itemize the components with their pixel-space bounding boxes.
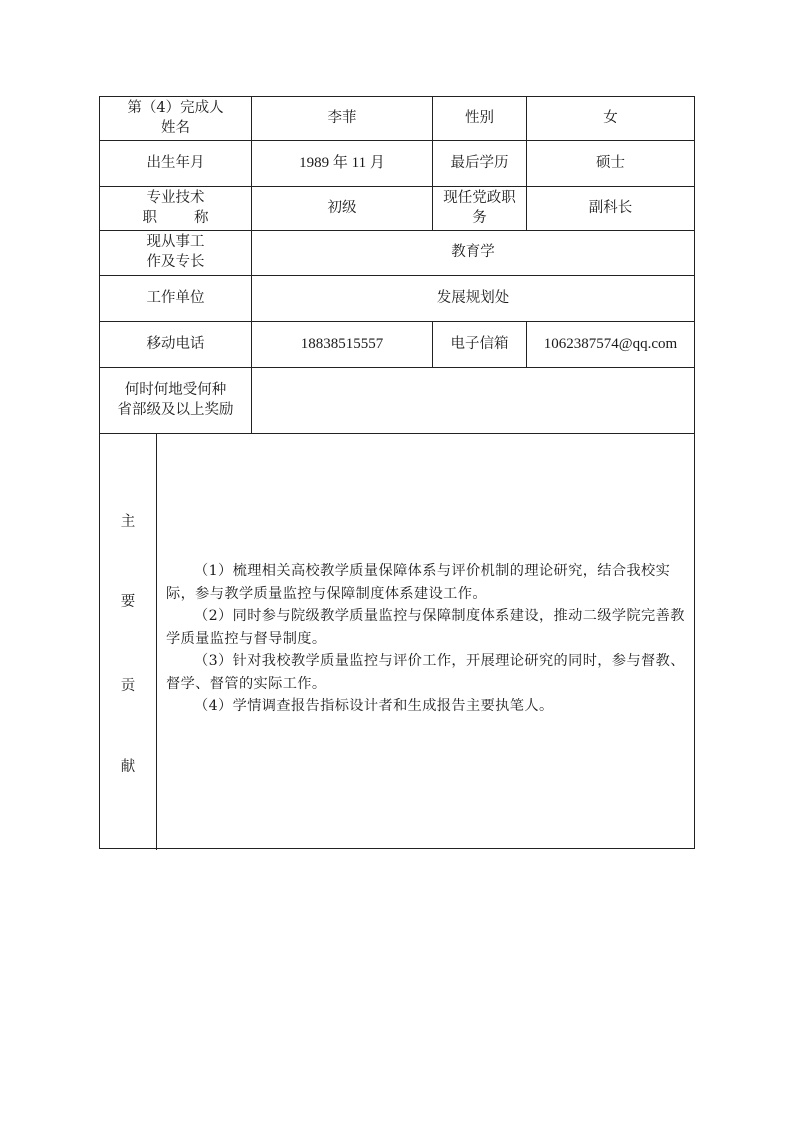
position-label-line1: 现任党政职 <box>443 189 516 206</box>
contribution-item: （2）同时参与院级教学质量监控与保障制度体系建设，推动二级学院完善教学质量监控与督导制度。 <box>166 608 685 647</box>
phone-value: 18838515557 <box>300 336 384 353</box>
unit-value: 发展规划处 <box>436 289 510 306</box>
position-value: 副科长 <box>588 199 633 216</box>
unit-label: 工作单位 <box>146 289 205 306</box>
contributions-label-char: 献 <box>120 759 136 775</box>
gender-value: 女 <box>603 109 618 126</box>
title-label-line2 <box>143 209 209 229</box>
contribution-item: （4）学情调查报告指标设计者和生成报告主要执笔人。 <box>194 698 554 714</box>
name-label-line1: 第（4）完成人 <box>127 99 224 116</box>
position-label <box>433 187 526 230</box>
education-value: 硕士 <box>596 154 625 171</box>
contributions-label <box>100 433 156 850</box>
contributions-label-char: 要 <box>120 594 136 610</box>
contribution-item: （1）梳理相关高校教学质量保障体系与评价机制的理论研究，结合我校实际，参与教学质量监控与保障制度体系建设工作。 <box>166 563 671 602</box>
title-label-char: 职 <box>142 209 157 226</box>
name-value: 李菲 <box>327 109 357 126</box>
name-label-line2: 姓名 <box>160 119 190 136</box>
email-label: 电子信箱 <box>450 335 509 352</box>
awards-value <box>252 368 694 433</box>
contribution-item: （3）针对我校教学质量监控与评价工作，开展理论研究的同时，参与督教、督学、督管的实际工作。 <box>166 653 685 692</box>
title-label <box>100 187 251 230</box>
contributions-text <box>166 560 694 718</box>
birth-value: 1989 年 11 月 <box>299 155 385 172</box>
awards-label-line1: 何时何地受何种 <box>124 381 227 398</box>
row-divider <box>100 433 694 434</box>
specialty-label-line2: 作及专长 <box>146 254 205 270</box>
position-label-line2: 务 <box>472 209 487 226</box>
email-value: 1062387574@qq.com <box>543 336 678 353</box>
title-label-char: 称 <box>194 209 209 226</box>
personnel-info-form <box>99 96 695 849</box>
contributions-label-char: 贡 <box>120 678 136 694</box>
awards-label <box>100 368 251 433</box>
gender-label: 性别 <box>465 109 494 126</box>
awards-label-line2: 省部级及以上奖励 <box>117 401 234 418</box>
contributions-label-char: 主 <box>120 514 136 530</box>
column-divider <box>156 433 157 850</box>
specialty-value: 教育学 <box>451 244 495 261</box>
specialty-label <box>100 231 251 275</box>
title-label-line1: 专业技术 <box>146 189 205 206</box>
birth-label: 出生年月 <box>146 154 205 171</box>
title-value: 初级 <box>327 199 357 216</box>
phone-label: 移动电话 <box>146 335 205 352</box>
specialty-label-line1: 现从事工 <box>146 234 205 251</box>
education-label: 最后学历 <box>450 154 509 171</box>
name-label <box>100 97 251 140</box>
